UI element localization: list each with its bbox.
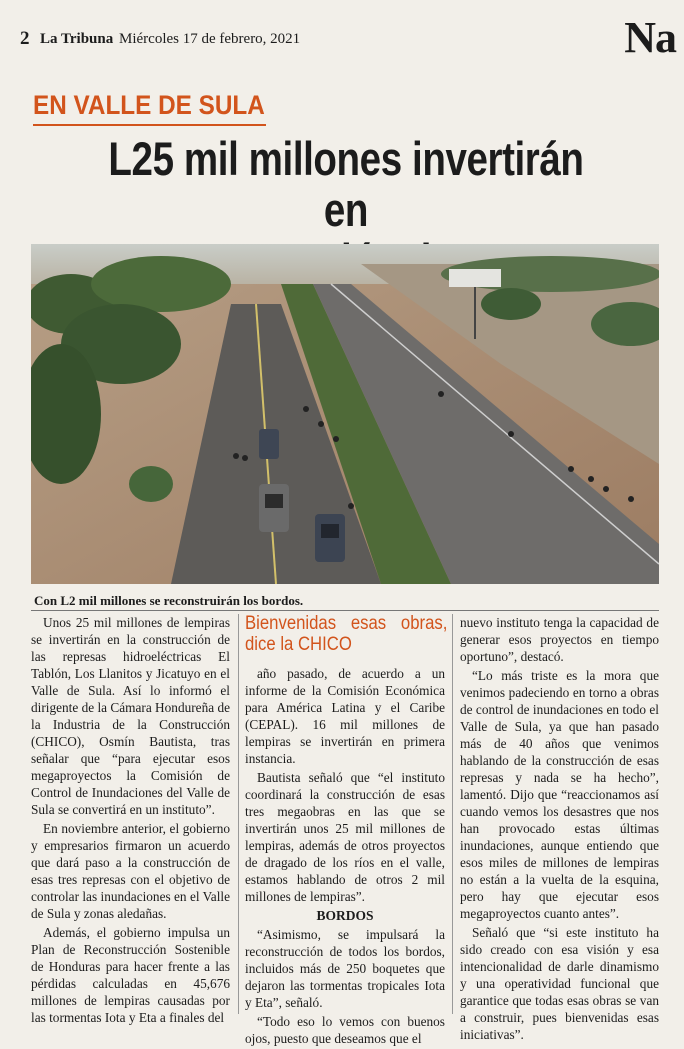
paragraph: Bautista señaló que “el instituto coordinará la construcción de esas tres megaobras en las que se invertirán unos 25 mil millones de lempiras, además de otros proyectos de dragado de los ríos en el valle, estamos hablando de otros 2 mil millones de lempiras”. [245,770,445,904]
column-2 [245,613,448,1049]
section-label: Na [624,13,676,62]
show-through-texture [170,22,590,82]
article-kicker: EN VALLE DE SULA [33,90,265,120]
paragraph: Además, el gobierno impulsa un Plan de Reconstrucción Sostenible de Honduras para hacer frente a las pérdidas calculadas en 45,676 millones de lempiras causadas por las tormentas Iota y Eta a finales del [31,925,230,1025]
headline-line-1: L25 mil millones invertirán en [108,132,584,236]
paragraph: “Asimismo, se impulsará la reconstrucción de todos los bordos, incluidos más de 250 boquetes que dejaron las tormentas tropicales Iota y Eta”, señaló. [245,927,445,1010]
paragraph: año pasado, de acuerdo a un informe de la Comisión Económica para América Latina y el Caribe (CEPAL). 16 mil millones de lempiras se invertirán en primera instancia. [245,666,445,766]
issue-date: Miércoles 17 de febrero, 2021 [119,31,301,47]
page-number: 2 [20,28,30,49]
bordos-heading: BORDOS [316,908,374,923]
paragraph: nuevo instituto tenga la capacidad de generar esos proyectos en tiempo oportuno”, destacó. [460,615,659,664]
photo-caption: Con L2 mil millones se reconstruirán los bordos. [34,593,304,608]
column-divider [238,614,239,1014]
paragraph: Señaló que “si este instituto ha sido creado con esa visión y esa intencionalidad de darle dinamismo y una operatividad funcional que garantice que todas esas obras se van a construir, pues bienvenidas esas iniciativas”. [460,925,659,1042]
column-3 [460,614,659,1045]
article-subhead: Bienvenidas esas obras, dice la CHICO [245,613,448,655]
kicker-underline [33,124,266,126]
flooded-highway-photo [31,244,659,584]
caption-divider [31,610,659,611]
column-divider [452,614,453,1014]
paragraph: En noviembre anterior, el gobierno y empresarios firmaron un acuerdo que dará paso a la construcción de esas tres represas con el objetivo de controlar las inundaciones en el Valle de Sula y zonas aledañas. [31,821,230,921]
column-1 [31,614,230,1028]
paragraph: “Lo más triste es la mora que venimos padeciendo en torno a obras de control de inundaciones en todo el Valle de Sula, ya que han pasado más de 40 años que venimos hablando de la construcción de esas represas y nada se ha hecho”, lamentó. Dijo que “reaccionamos así cuando vemos los desastres que nos han provocado estas últimas inundaciones, aunque entiendo que esos miles de millones de lempiras no están a la vuelta de la esquina, pero hay que ejecutar esos megaproyectos cuanto antes”. [460,668,659,921]
paragraph: Unos 25 mil millones de lempiras se invertirán en la construcción de las represas hidroeléctricas El Tablón, Los Llanitos y Jicatuyo en el Valle de Sula. Así lo informó el dirigente de la Cámara Hondureña de la Industria de la Construcción (CHICO), Osmín Bautista, tras señalar que “para ejecutar esos megaproyectos la Comisión de Control de Inundaciones del Valle de Sula se convertirá en un instituto”. [31,615,230,817]
newspaper-name: La Tribuna [40,31,114,47]
paragraph: “Todo eso lo vemos con buenos ojos, puesto que deseamos que el [245,1014,445,1046]
